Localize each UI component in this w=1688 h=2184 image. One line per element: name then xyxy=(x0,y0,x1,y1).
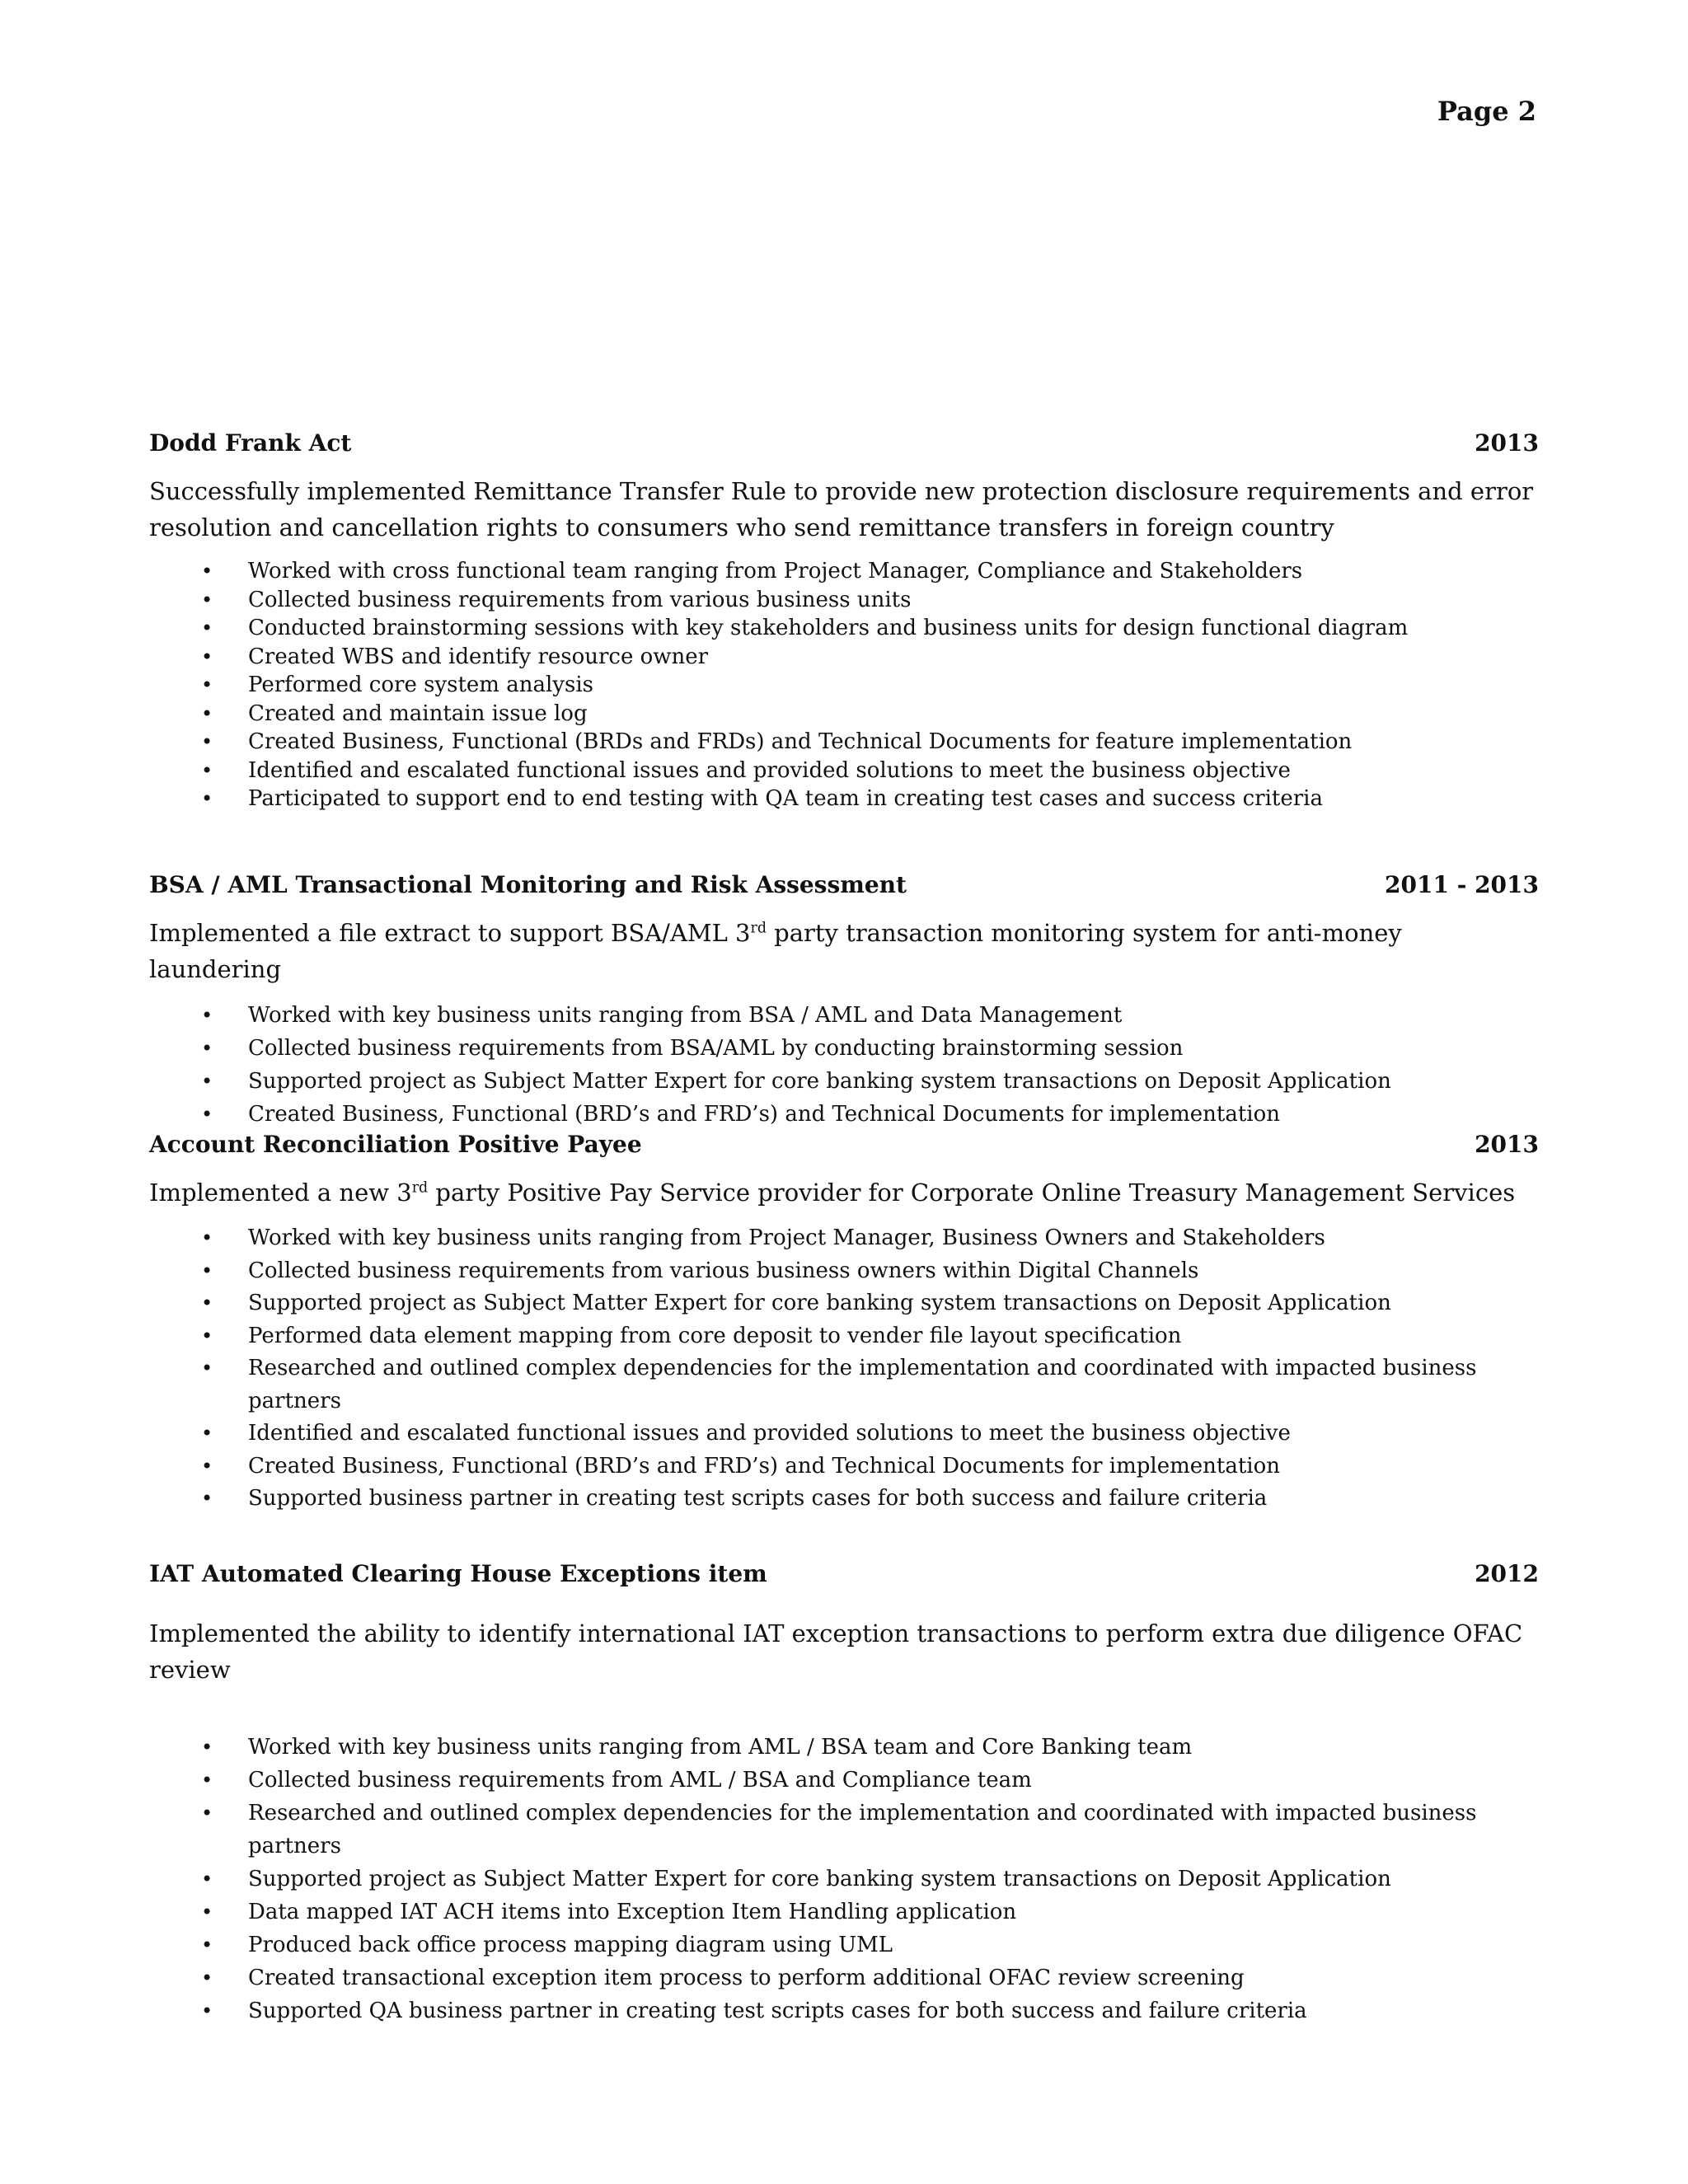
section-year: 2013 xyxy=(1475,1131,1539,1158)
project-section-bsa-aml xyxy=(149,870,1539,1131)
project-section-dodd-frank xyxy=(149,429,1539,813)
section-title: Dodd Frank Act xyxy=(149,429,352,457)
summary-text: Implemented a file extract to support BSA/AML 3 xyxy=(149,919,751,947)
section-summary xyxy=(149,915,1539,987)
bullet-item: • Supported QA business partner in creating test scripts cases for both success and failure criteria xyxy=(149,1994,1539,2027)
bullet-list xyxy=(149,999,1539,1131)
bullet-item: • Participated to support end to end testing with QA team in creating test cases and success criteria xyxy=(149,785,1539,813)
bullet-item: • Collected business requirements from various business owners within Digital Channels xyxy=(149,1255,1539,1288)
bullet-item: • Supported business partner in creating test scripts cases for both success and failure criteria xyxy=(149,1483,1539,1516)
section-year: 2012 xyxy=(1475,1560,1539,1587)
bullet-item: • Worked with cross functional team ranging from Project Manager, Compliance and Stakeholders xyxy=(149,557,1539,586)
bullet-item: • Worked with key business units ranging from AML / BSA team and Core Banking team xyxy=(149,1731,1539,1764)
section-header xyxy=(149,429,1539,458)
bullet-item: • Produced back office process mapping diagram using UML xyxy=(149,1929,1539,1961)
bullet-item: • Supported project as Subject Matter Expert for core banking system transactions on Deposit Application xyxy=(149,1065,1539,1098)
bullet-list xyxy=(149,1222,1539,1516)
bullet-item: • Conducted brainstorming sessions with key stakeholders and business units for design functional diagram xyxy=(149,614,1539,643)
section-year: 2011 - 2013 xyxy=(1385,871,1539,898)
summary-text: Implemented a new 3 xyxy=(149,1179,412,1207)
section-header xyxy=(149,1130,1539,1160)
bullet-item: • Researched and outlined complex dependencies for the implementation and coordinated with impacted business partners xyxy=(149,1352,1539,1418)
summary-text: party transaction monitoring system for anti-money laundering xyxy=(149,919,1402,983)
section-year: 2013 xyxy=(1475,429,1539,457)
bullet-item: • Created and maintain issue log xyxy=(149,700,1539,729)
bullet-item: • Identified and escalated functional issues and provided solutions to meet the business objective xyxy=(149,757,1539,785)
bullet-item: • Identified and escalated functional issues and provided solutions to meet the business objective xyxy=(149,1418,1539,1451)
section-title: IAT Automated Clearing House Exceptions item xyxy=(149,1560,767,1587)
project-section-positive-payee xyxy=(149,1130,1539,1516)
section-title: Account Reconciliation Positive Payee xyxy=(149,1131,642,1158)
section-header xyxy=(149,870,1539,900)
section-summary xyxy=(149,1174,1539,1211)
section-summary: Successfully implemented Remittance Transfer Rule to provide new protection disclosure requirements and error resolution and cancellation rights to consumers who send remittance transfers in foreign country xyxy=(149,477,1534,541)
bullet-item: • Created Business, Functional (BRD’s and FRD’s) and Technical Documents for implementation xyxy=(149,1098,1539,1131)
bullet-item: • Created transactional exception item process to perform additional OFAC review screening xyxy=(149,1961,1539,1994)
page-number: Page 2 xyxy=(1437,96,1536,127)
bullet-item: • Supported project as Subject Matter Expert for core banking system transactions on Deposit Application xyxy=(149,1863,1539,1896)
bullet-item: • Created WBS and identify resource owner xyxy=(149,643,1539,672)
bullet-item: • Created Business, Functional (BRDs and FRDs) and Technical Documents for feature implementation xyxy=(149,728,1539,757)
summary-superscript: rd xyxy=(750,920,767,937)
bullet-item: • Collected business requirements from AML / BSA and Compliance team xyxy=(149,1764,1539,1797)
section-header xyxy=(149,1559,1539,1589)
bullet-item: • Created Business, Functional (BRD’s and FRD’s) and Technical Documents for implementation xyxy=(149,1451,1539,1483)
bullet-list xyxy=(149,557,1539,813)
bullet-item: • Supported project as Subject Matter Expert for core banking system transactions on Deposit Application xyxy=(149,1287,1539,1320)
bullet-item: • Performed data element mapping from core deposit to vender file layout specification xyxy=(149,1320,1539,1353)
summary-superscript: rd xyxy=(411,1179,429,1197)
bullet-item: • Collected business requirements from BSA/AML by conducting brainstorming session xyxy=(149,1032,1539,1065)
bullet-item: • Worked with key business units ranging from BSA / AML and Data Management xyxy=(149,999,1539,1032)
summary-text: party Positive Pay Service provider for Corporate Online Treasury Management Services xyxy=(428,1179,1516,1207)
bullet-item: • Performed core system analysis xyxy=(149,671,1539,700)
bullet-list xyxy=(149,1731,1539,2027)
section-summary: Implemented the ability to identify international IAT exception transactions to perform extra due diligence OFAC review xyxy=(149,1619,1523,1684)
project-section-iat-ach xyxy=(149,1559,1539,2027)
bullet-item: • Data mapped IAT ACH items into Exception Item Handling application xyxy=(149,1896,1539,1929)
bullet-item: • Worked with key business units ranging from Project Manager, Business Owners and Stakeholders xyxy=(149,1222,1539,1255)
section-title: BSA / AML Transactional Monitoring and Risk Assessment xyxy=(149,871,907,898)
bullet-item: • Collected business requirements from various business units xyxy=(149,586,1539,615)
bullet-item: • Researched and outlined complex dependencies for the implementation and coordinated with impacted business partners xyxy=(149,1797,1539,1863)
